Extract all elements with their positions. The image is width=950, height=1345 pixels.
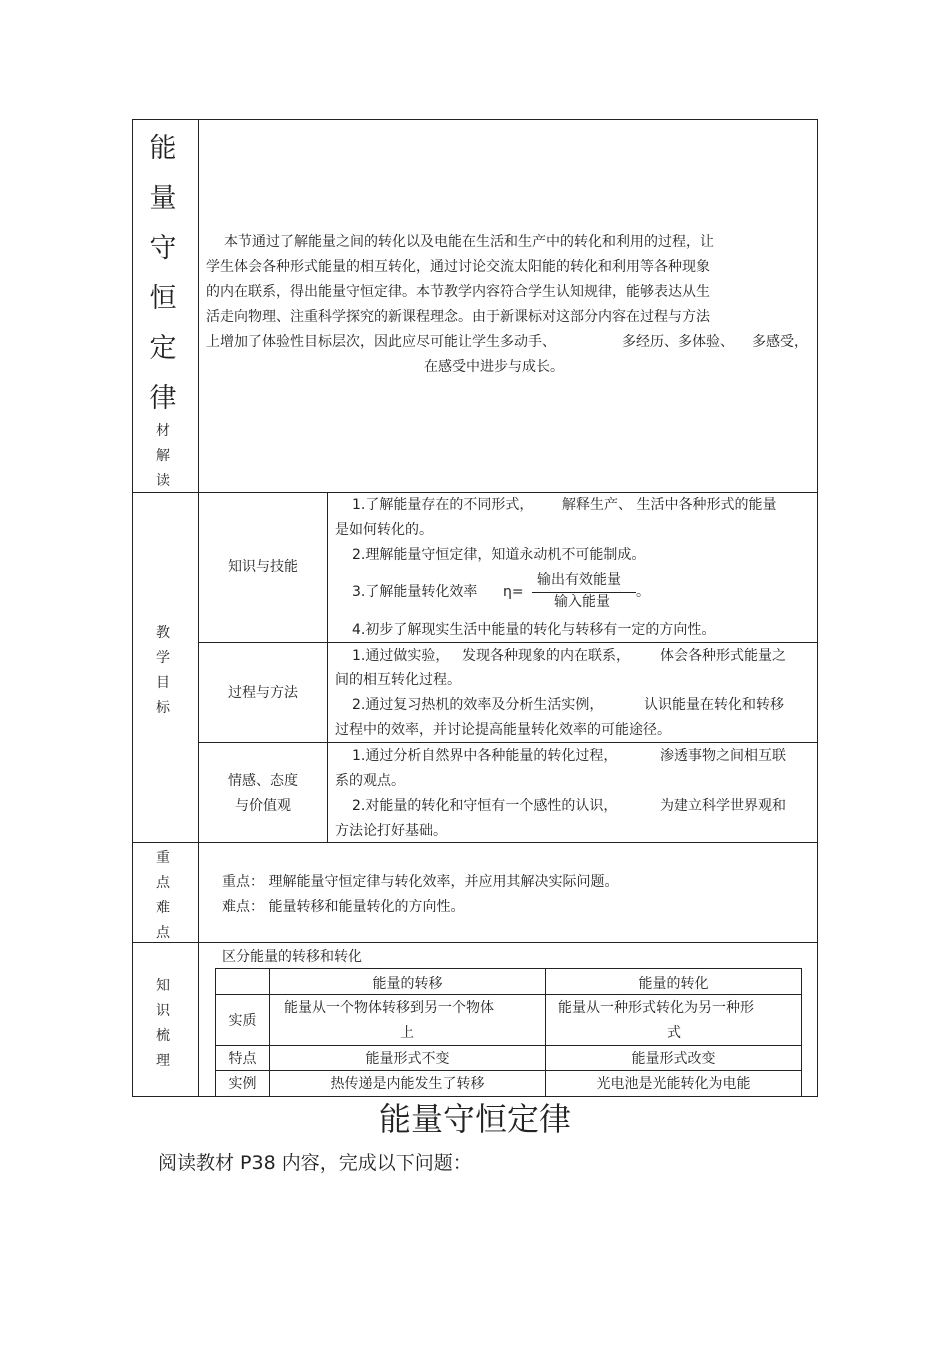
intro-line: 多感受， <box>752 334 808 350</box>
title-char: 律 <box>149 383 177 414</box>
table-cell: 能量从一个物体转移到另一个物体 <box>284 1000 494 1016</box>
intro-line: 活走向物理、注重科学探究的新课程理念。由于新课标对这部分内容在过程与方法 <box>206 309 710 325</box>
goal-line: 方法论打好基础。 <box>335 823 447 839</box>
goal-line: 为建立科学世界观和 <box>660 798 786 814</box>
efficiency-period: 。 <box>636 584 650 600</box>
row-divider <box>198 642 818 643</box>
inner-border <box>215 968 802 969</box>
col-divider <box>327 492 328 842</box>
key-point: 重点： 理解能量守恒定律与转化效率，并应用其解决实际问题。 <box>222 874 619 890</box>
goal-line: 1.通过做实验， <box>352 648 450 664</box>
difficult-point: 难点： 能量转移和能量转化的方向性。 <box>222 899 465 915</box>
goal-line: 2.理解能量守恒定律，知道永动机不可能制成。 <box>352 547 646 563</box>
goal-line: 解释生产、 生活中各种形式的能量 <box>562 497 777 513</box>
intro-line: 的内在联系，得出能量守恒定律。本节教学内容符合学生认知规律，能够表达从生 <box>206 284 710 300</box>
table-header: 能量的转移 <box>372 976 443 992</box>
subtitle-char: 材 <box>156 423 170 439</box>
table-border-right <box>817 119 818 1097</box>
subtitle-char: 读 <box>156 473 170 489</box>
goals-label-char: 学 <box>156 650 170 666</box>
table-cell: 能量形式不变 <box>365 1051 450 1067</box>
intro-line: 本节通过了解能量之间的转化以及电能在生活和生产中的转化和利用的过程，让 <box>224 234 714 250</box>
title-char: 定 <box>149 333 177 364</box>
goal-line: 1.了解能量存在的不同形式， <box>352 497 534 513</box>
goals-label-char: 目 <box>156 675 170 691</box>
goal-line: 系的观点。 <box>335 773 405 789</box>
goal-line: 体会各种形式能量之 <box>660 648 786 664</box>
goals-label-char: 标 <box>156 700 170 716</box>
efficiency-eta: η= <box>503 584 524 600</box>
knowledge-label-char: 理 <box>156 1053 170 1069</box>
knowledge-label-char: 知 <box>156 978 170 994</box>
title-char: 恒 <box>149 283 177 314</box>
knowledge-label-char: 梳 <box>156 1028 170 1044</box>
title-char: 能 <box>149 133 177 164</box>
row-divider <box>132 492 818 493</box>
title-char: 守 <box>149 233 177 264</box>
table-cell: 光电池是光能转化为电能 <box>596 1076 751 1092</box>
row-divider <box>198 742 818 743</box>
table-cell: 上 <box>400 1025 414 1041</box>
subtitle-char: 解 <box>156 448 170 464</box>
row-label: 实例 <box>228 1076 257 1092</box>
row-label: 特点 <box>228 1051 257 1067</box>
goal-line: 认识能量在转化和转移 <box>644 697 784 713</box>
goal-line: 4.初步了解现实生活中能量的转化与转移有一定的方向性。 <box>352 622 716 638</box>
knowledge-skills-label: 知识与技能 <box>228 559 298 575</box>
inner-border <box>215 994 802 995</box>
inner-border <box>801 968 802 1096</box>
knowledge-label-char: 识 <box>156 1003 170 1019</box>
keypoints-label-char: 难 <box>156 900 170 916</box>
keypoints-label-char: 重 <box>156 850 170 866</box>
keypoints-label-char: 点 <box>156 925 170 941</box>
row-label: 实质 <box>228 1013 257 1029</box>
table-border-bottom <box>132 1096 818 1097</box>
section-title: 能量守恒定律 <box>378 1100 571 1138</box>
comparison-caption: 区分能量的转移和转化 <box>222 949 362 965</box>
process-method-label: 过程与方法 <box>228 685 298 701</box>
intro-line: 上增加了体验性目标层次，因此应尽可能让学生多动手、 <box>206 334 556 350</box>
goal-line: 发现各种现象的内在联系， <box>462 648 630 664</box>
inner-border <box>215 1045 802 1046</box>
inner-border <box>215 1070 802 1071</box>
row-divider <box>132 842 818 843</box>
emotion-values-label-1: 情感、态度 <box>228 773 298 789</box>
table-cell: 式 <box>667 1025 681 1041</box>
keypoints-label-char: 点 <box>156 875 170 891</box>
row-divider <box>132 942 818 943</box>
goal-line: 1.通过分析自然界中各种能量的转化过程， <box>352 748 618 764</box>
table-header: 能量的转化 <box>638 976 709 992</box>
table-cell: 能量形式改变 <box>631 1051 716 1067</box>
intro-line: 多经历、多体验、 <box>622 334 734 350</box>
goals-label-char: 教 <box>156 625 170 641</box>
goal-line: 间的相互转化过程。 <box>335 672 461 688</box>
goal-line: 2.通过复习热机的效率及分析生活实例， <box>352 697 604 713</box>
title-char: 量 <box>149 183 177 214</box>
intro-line: 在感受中进步与成长。 <box>424 359 564 375</box>
table-cell: 能量从一种形式转化为另一种形 <box>558 1000 754 1016</box>
col-divider <box>198 119 199 1097</box>
emotion-values-label-2: 与价值观 <box>235 798 291 814</box>
efficiency-numerator: 输出有效能量 <box>537 572 621 588</box>
goal-line: 2.对能量的转化和守恒有一个感性的认识， <box>352 798 618 814</box>
table-border-left <box>132 119 133 1097</box>
efficiency-denominator: 输入能量 <box>554 594 610 610</box>
goal-line: 是如何转化的。 <box>335 522 433 538</box>
goal-line: 过程中的效率，并讨论提高能量转化效率的可能途径。 <box>335 722 671 738</box>
goal-line: 3.了解能量转化效率 <box>352 584 478 600</box>
table-cell: 热传递是内能发生了转移 <box>330 1076 485 1092</box>
table-border-top <box>132 119 818 120</box>
intro-line: 学生体会各种形式能量的相互转化，通过讨论交流太阳能的转化和利用等各种现象 <box>206 259 710 275</box>
reading-question: 阅读教材 P38 内容，完成以下问题： <box>158 1152 472 1174</box>
goal-line: 渗透事物之间相互联 <box>660 748 786 764</box>
